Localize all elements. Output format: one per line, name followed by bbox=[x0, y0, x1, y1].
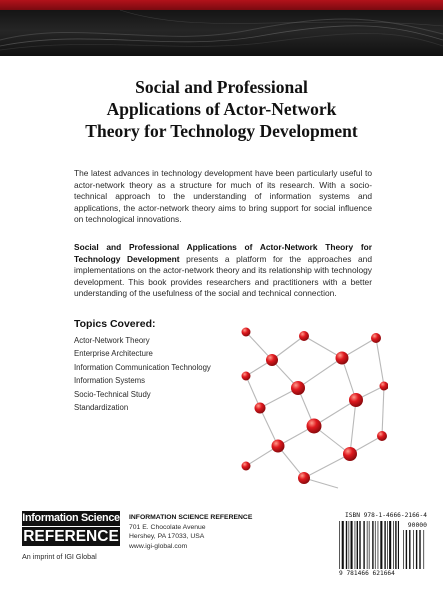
barcode-bar bbox=[346, 521, 347, 569]
barcode-bar bbox=[380, 521, 382, 569]
topic-item: Enterprise Architecture bbox=[74, 349, 153, 359]
topic-item: Information Systems bbox=[74, 376, 146, 386]
network-node bbox=[242, 372, 251, 381]
barcode-bar bbox=[387, 521, 388, 569]
barcode-bar bbox=[339, 521, 340, 569]
barcode-bar bbox=[357, 521, 358, 569]
barcode-bar bbox=[369, 521, 370, 569]
topic-item: Information Communication Technology bbox=[74, 362, 211, 372]
topics-heading: Topics Covered: bbox=[74, 318, 156, 330]
barcode-bar bbox=[359, 521, 360, 569]
network-node bbox=[272, 440, 285, 453]
barcode-bar bbox=[393, 521, 394, 569]
network-node bbox=[291, 381, 305, 395]
network-node bbox=[343, 447, 357, 461]
barcode-bar bbox=[363, 521, 364, 569]
topic-item: Socio-Technical Study bbox=[74, 389, 151, 399]
wave-decoration bbox=[0, 0, 443, 56]
barcode-price bbox=[403, 530, 427, 569]
barcode-bar bbox=[378, 521, 379, 569]
barcode-bar bbox=[395, 521, 396, 569]
barcode-bar bbox=[403, 530, 404, 569]
topic-item: Standardization bbox=[74, 403, 129, 413]
publisher-name: INFORMATION SCIENCE REFERENCE bbox=[129, 514, 253, 521]
barcode-bar bbox=[349, 521, 350, 569]
topic-item: Actor-Network Theory bbox=[74, 336, 150, 345]
barcode-bar bbox=[367, 521, 368, 569]
network-node bbox=[299, 331, 309, 341]
barcode-bar bbox=[398, 521, 399, 569]
publisher-website: www.igi-global.com bbox=[129, 542, 188, 550]
address-line-1: 701 E. Chocolate Avenue bbox=[129, 523, 206, 531]
description-paragraph-2 bbox=[74, 242, 372, 300]
publisher-address bbox=[129, 513, 252, 551]
network-node bbox=[266, 354, 278, 366]
barcode-bar bbox=[351, 521, 353, 569]
publisher-logo bbox=[22, 511, 120, 546]
barcode-digits: 9 781466 621664 bbox=[339, 570, 395, 577]
logo-line-2: REFERENCE bbox=[23, 528, 119, 545]
barcode-bar bbox=[413, 530, 414, 569]
network-node bbox=[242, 328, 251, 337]
barcode-bar bbox=[384, 521, 385, 569]
network-node bbox=[380, 382, 389, 391]
barcode-bar bbox=[389, 521, 391, 569]
imprint-text: An imprint of IGI Global bbox=[22, 552, 97, 561]
barcode-block bbox=[339, 512, 427, 577]
isbn-text: ISBN 978-1-4666-2166-4 bbox=[345, 512, 427, 519]
barcode-bar bbox=[416, 530, 417, 569]
barcode-bar bbox=[372, 521, 373, 569]
network-node bbox=[255, 403, 266, 414]
description-bold-title: Social and Professional Applications of Actor-Network Theory for Technology Development bbox=[74, 242, 372, 264]
barcode-bar bbox=[342, 521, 344, 569]
barcode-bar bbox=[409, 530, 410, 569]
network-node bbox=[336, 352, 349, 365]
network-node bbox=[349, 393, 363, 407]
description-paragraph-2-text: presents a platform for the approaches and implementations on the actor-network theory and its relationship with technology development. This book provides researchers and practitioners with a better understanding of the usefulness of the social and technical connection. bbox=[74, 253, 372, 299]
network-illustration bbox=[238, 316, 388, 489]
barcode-bar bbox=[419, 530, 420, 569]
barcode-row bbox=[339, 521, 427, 569]
network-node bbox=[371, 333, 381, 343]
network-node bbox=[242, 462, 251, 471]
barcode-bar bbox=[375, 521, 376, 569]
description-paragraph-1: The latest advances in technology development have been particularly useful to actor-network theory as a structure for much of its research. With a socio-technical approach to the understanding of information systems and applications, the actor-network theory aims to bring support for social influence on technological innovations. bbox=[74, 168, 372, 225]
network-node bbox=[307, 419, 322, 434]
network-node bbox=[377, 431, 387, 441]
barcode-bar bbox=[423, 530, 424, 569]
top-decorative-band bbox=[0, 0, 443, 56]
barcode-bar bbox=[406, 530, 407, 569]
network-node bbox=[298, 472, 310, 484]
book-title: Social and Professional Applications of Actor-Network Theory for Technology Development bbox=[85, 77, 358, 141]
price-code-text: 90000 bbox=[407, 521, 427, 529]
logo-line-1: Information Science bbox=[22, 512, 120, 524]
barcode-bar bbox=[355, 521, 356, 569]
topics-list bbox=[74, 334, 211, 414]
address-line-2: Hershey, PA 17033, USA bbox=[129, 533, 205, 541]
barcode-main bbox=[339, 521, 399, 569]
